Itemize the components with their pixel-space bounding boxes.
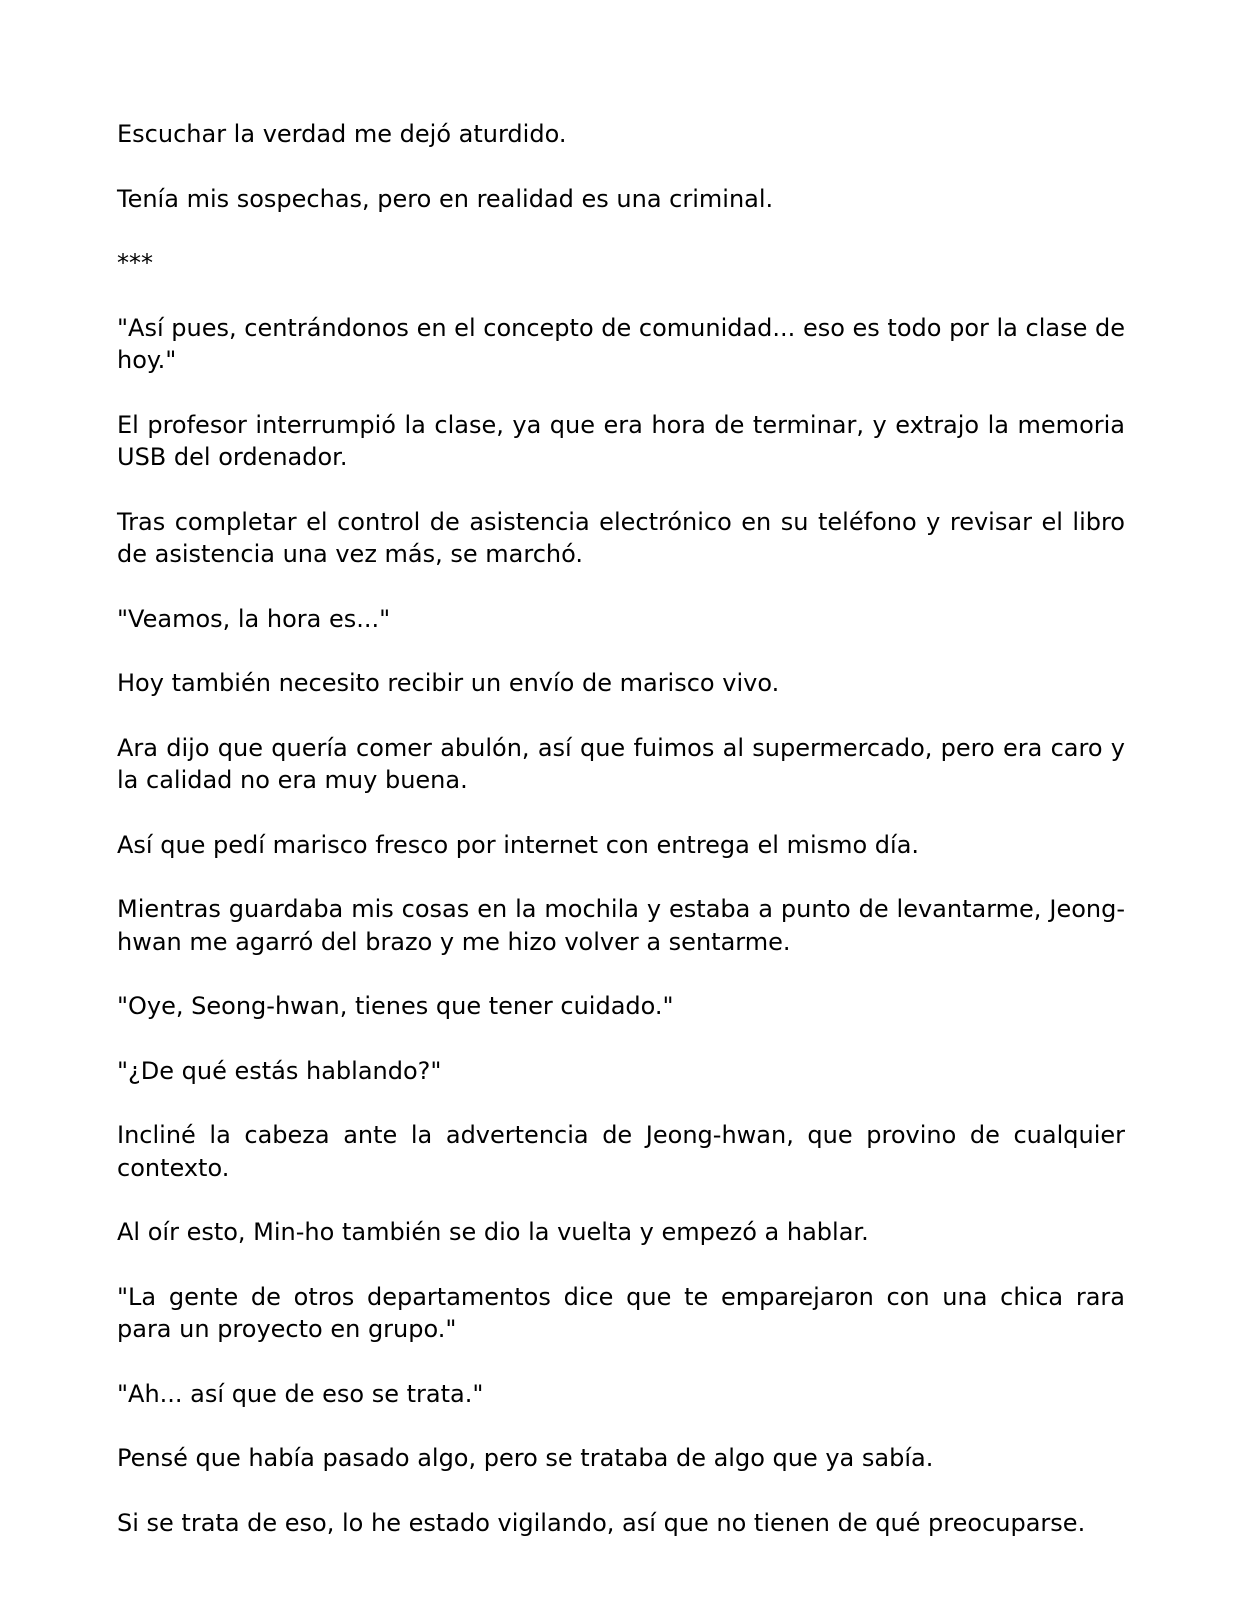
paragraph: "¿De qué estás hablando?" <box>117 1056 442 1085</box>
paragraph: Incliné la cabeza ante la advertencia de Jeong-hwan, que provino de cualquier contexto. <box>117 1121 1125 1182</box>
document-page <box>117 118 1125 1571</box>
paragraph: "Veamos, la hora es..." <box>117 604 391 633</box>
paragraph: Tras completar el control de asistencia electrónico en su teléfono y revisar el libro de asistencia una vez más, se marchó. <box>117 507 1125 568</box>
paragraph: "Así pues, centrándonos en el concepto de comunidad... eso es todo por la clase de hoy." <box>117 313 1125 374</box>
paragraph: Ara dijo que quería comer abulón, así que fuimos al supermercado, pero era caro y la calidad no era muy buena. <box>117 733 1125 794</box>
paragraph: Al oír esto, Min-ho también se dio la vuelta y empezó a hablar. <box>117 1218 869 1246</box>
scene-break: *** <box>117 249 153 277</box>
paragraph: Mientras guardaba mis cosas en la mochila y estaba a punto de levantarme, Jeong-hwan me agarró del brazo y me hizo volver a sentarme. <box>117 895 1125 956</box>
paragraph: "Oye, Seong-hwan, tienes que tener cuidado." <box>117 992 674 1020</box>
paragraph: Pensé que había pasado algo, pero se trataba de algo que ya sabía. <box>117 1444 934 1472</box>
paragraph: Si se trata de eso, lo he estado vigilando, así que no tienen de qué preocuparse. <box>117 1508 1086 1537</box>
paragraph: Así que pedí marisco fresco por internet con entrega el mismo día. <box>117 830 920 859</box>
paragraph: Tenía mis sospechas, pero en realidad es una criminal. <box>117 184 774 213</box>
paragraph: "Ah... así que de eso se trata." <box>117 1379 484 1408</box>
paragraph: El profesor interrumpió la clase, ya que era hora de terminar, y extrajo la memoria USB del ordenador. <box>117 410 1125 471</box>
paragraph: "La gente de otros departamentos dice que te emparejaron con una chica rara para un proyecto en grupo." <box>117 1282 1125 1343</box>
paragraph: Escuchar la verdad me dejó aturdido. <box>117 120 567 148</box>
paragraph: Hoy también necesito recibir un envío de marisco vivo. <box>117 669 780 697</box>
